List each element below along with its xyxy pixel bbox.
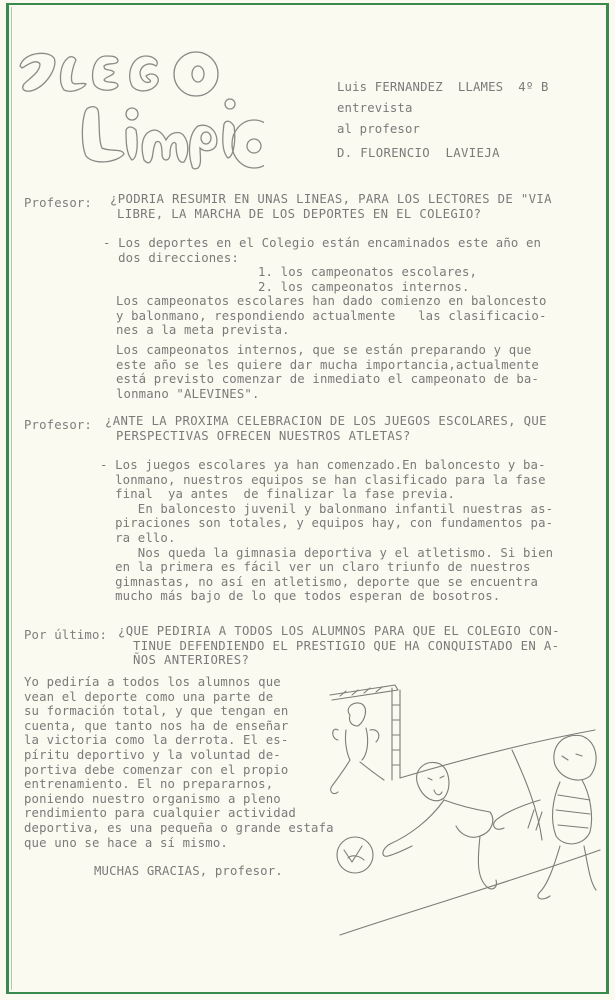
answer-line: vean el deporte como una parte de — [24, 689, 274, 704]
question-2 — [24, 414, 92, 433]
answer-line: lonmano, nuestros equipos se han clasificado para la fase — [100, 472, 546, 487]
question-line: ¿QUE PEDIRIA A TODOS LOS ALUMNOS PARA QUE EL COLEGIO CON- — [118, 624, 560, 638]
answer-line: cuenta, que tanto nos ha de enseñar — [24, 718, 289, 733]
title-art-juego-limpio — [14, 44, 264, 174]
question-line: PERSPECTIVAS OFRECEN NUESTROS ATLETAS? — [116, 428, 411, 443]
answer-line: este año se les quiere dar mucha importancia,actualmente — [116, 357, 539, 372]
answer-line: nes a la meta prevista. — [116, 323, 290, 338]
byline — [337, 77, 549, 164]
question-2-label: Profesor: — [24, 418, 92, 432]
answer-2 — [100, 458, 553, 604]
answer-line: mucho más bajo de lo que todos esperan de bosotros. — [100, 589, 501, 604]
answer-line: que uno se hace a sí mismo. — [24, 835, 228, 850]
answer-line: piraciones son totales, y equipos hay, con fundamentos pa- — [100, 516, 554, 531]
answer-line: En baloncesto juvenil y balonmano infantil nuestras as- — [100, 501, 554, 516]
byline-line2: entrevista — [337, 101, 413, 115]
question-line: TINUE DEFENDIENDO EL PRESTIGIO QUE HA CONQUISTADO EN A- — [133, 638, 560, 653]
answer-line: - Los deportes en el Colegio están encaminados este año en — [103, 236, 542, 250]
answer-line: en la primera es fácil ver un claro triunfo de nuestros — [100, 560, 531, 575]
answer-line: y balonmano, respondiendo actualmente las clasificacio- — [116, 308, 547, 323]
answer-1-para-2 — [116, 294, 547, 338]
answer-line: la victoria como la derrota. El es- — [24, 733, 289, 748]
question-line: ¿PODRIA RESUMIR EN UNAS LINEAS, PARA LOS LECTORES DE "VIA — [110, 192, 552, 206]
question-3 — [24, 624, 107, 643]
answer-line: Los campeonatos escolares han dado comienzo en baloncesto — [116, 294, 547, 308]
question-1-text — [110, 192, 552, 221]
answer-line: está previsto comenzar de inmediato el campeonato de ba- — [116, 372, 539, 387]
byline-author: Luis FERNANDEZ LLAMES 4º B — [337, 80, 549, 94]
closing-text: MUCHAS GRACIAS, profesor. — [94, 864, 283, 878]
answer-line: final ya antes de finalizar la fase previa. — [100, 487, 456, 502]
answer-1 — [103, 236, 541, 265]
question-1-label: Profesor: — [24, 196, 92, 210]
answer-line: Nos queda la gimnasia deportiva y el atletismo. Si bien — [100, 545, 554, 560]
question-1 — [24, 192, 92, 211]
answer-1-para-3 — [116, 343, 539, 401]
closing-line — [94, 864, 283, 879]
question-line: ¿ANTE LA PROXIMA CELEBRACION DE LOS JUEGOS ESCOLARES, QUE — [105, 414, 547, 428]
answer-line: lonmano "ALEVINES". — [116, 386, 260, 401]
answer-line: poniendo nuestro organismo a pleno — [24, 791, 281, 806]
answer-3 — [24, 675, 334, 850]
question-line: ÑOS ANTERIORES? — [133, 653, 250, 668]
answer-line: Los campeonatos internos, que se están preparando y que — [116, 343, 532, 357]
answer-1-list — [258, 265, 477, 294]
question-2-text — [105, 414, 547, 443]
question-3-label: Por último: — [24, 628, 108, 642]
byline-line3: al profesor — [337, 122, 421, 136]
answer-line: entrenamiento. El no prepararnos, — [24, 777, 274, 792]
handball-sketch-illustration — [300, 660, 610, 950]
question-line: LIBRE, LA MARCHA DE LOS DEPORTES EN EL COLEGIO? — [117, 206, 482, 221]
answer-line: portiva debe comenzar con el propio — [24, 762, 289, 777]
answer-line: su formación total, y que tengan en — [24, 704, 289, 719]
answer-line: Yo pediría a todos los alumnos que — [24, 675, 281, 689]
answer-line: dos direcciones: — [103, 250, 239, 265]
answer-line: - Los juegos escolares ya han comenzado.En baloncesto y ba- — [100, 458, 546, 472]
answer-line: ra ello. — [100, 530, 176, 545]
answer-line: rendimiento para cualquier actividad — [24, 806, 296, 821]
byline-interviewee: D. FLORENCIO LAVIEJA — [337, 146, 500, 160]
answer-line: deportiva, es una pequeña o grande estafa — [24, 820, 334, 835]
list-item: 1. los campeonatos escolares, — [258, 265, 478, 279]
list-item: 2. los campeonatos internos. — [258, 279, 470, 294]
answer-line: gimnastas, no así en atletismo, deporte que se encuentra — [100, 574, 539, 589]
answer-line: píritu deportivo y la voluntad de- — [24, 747, 281, 762]
